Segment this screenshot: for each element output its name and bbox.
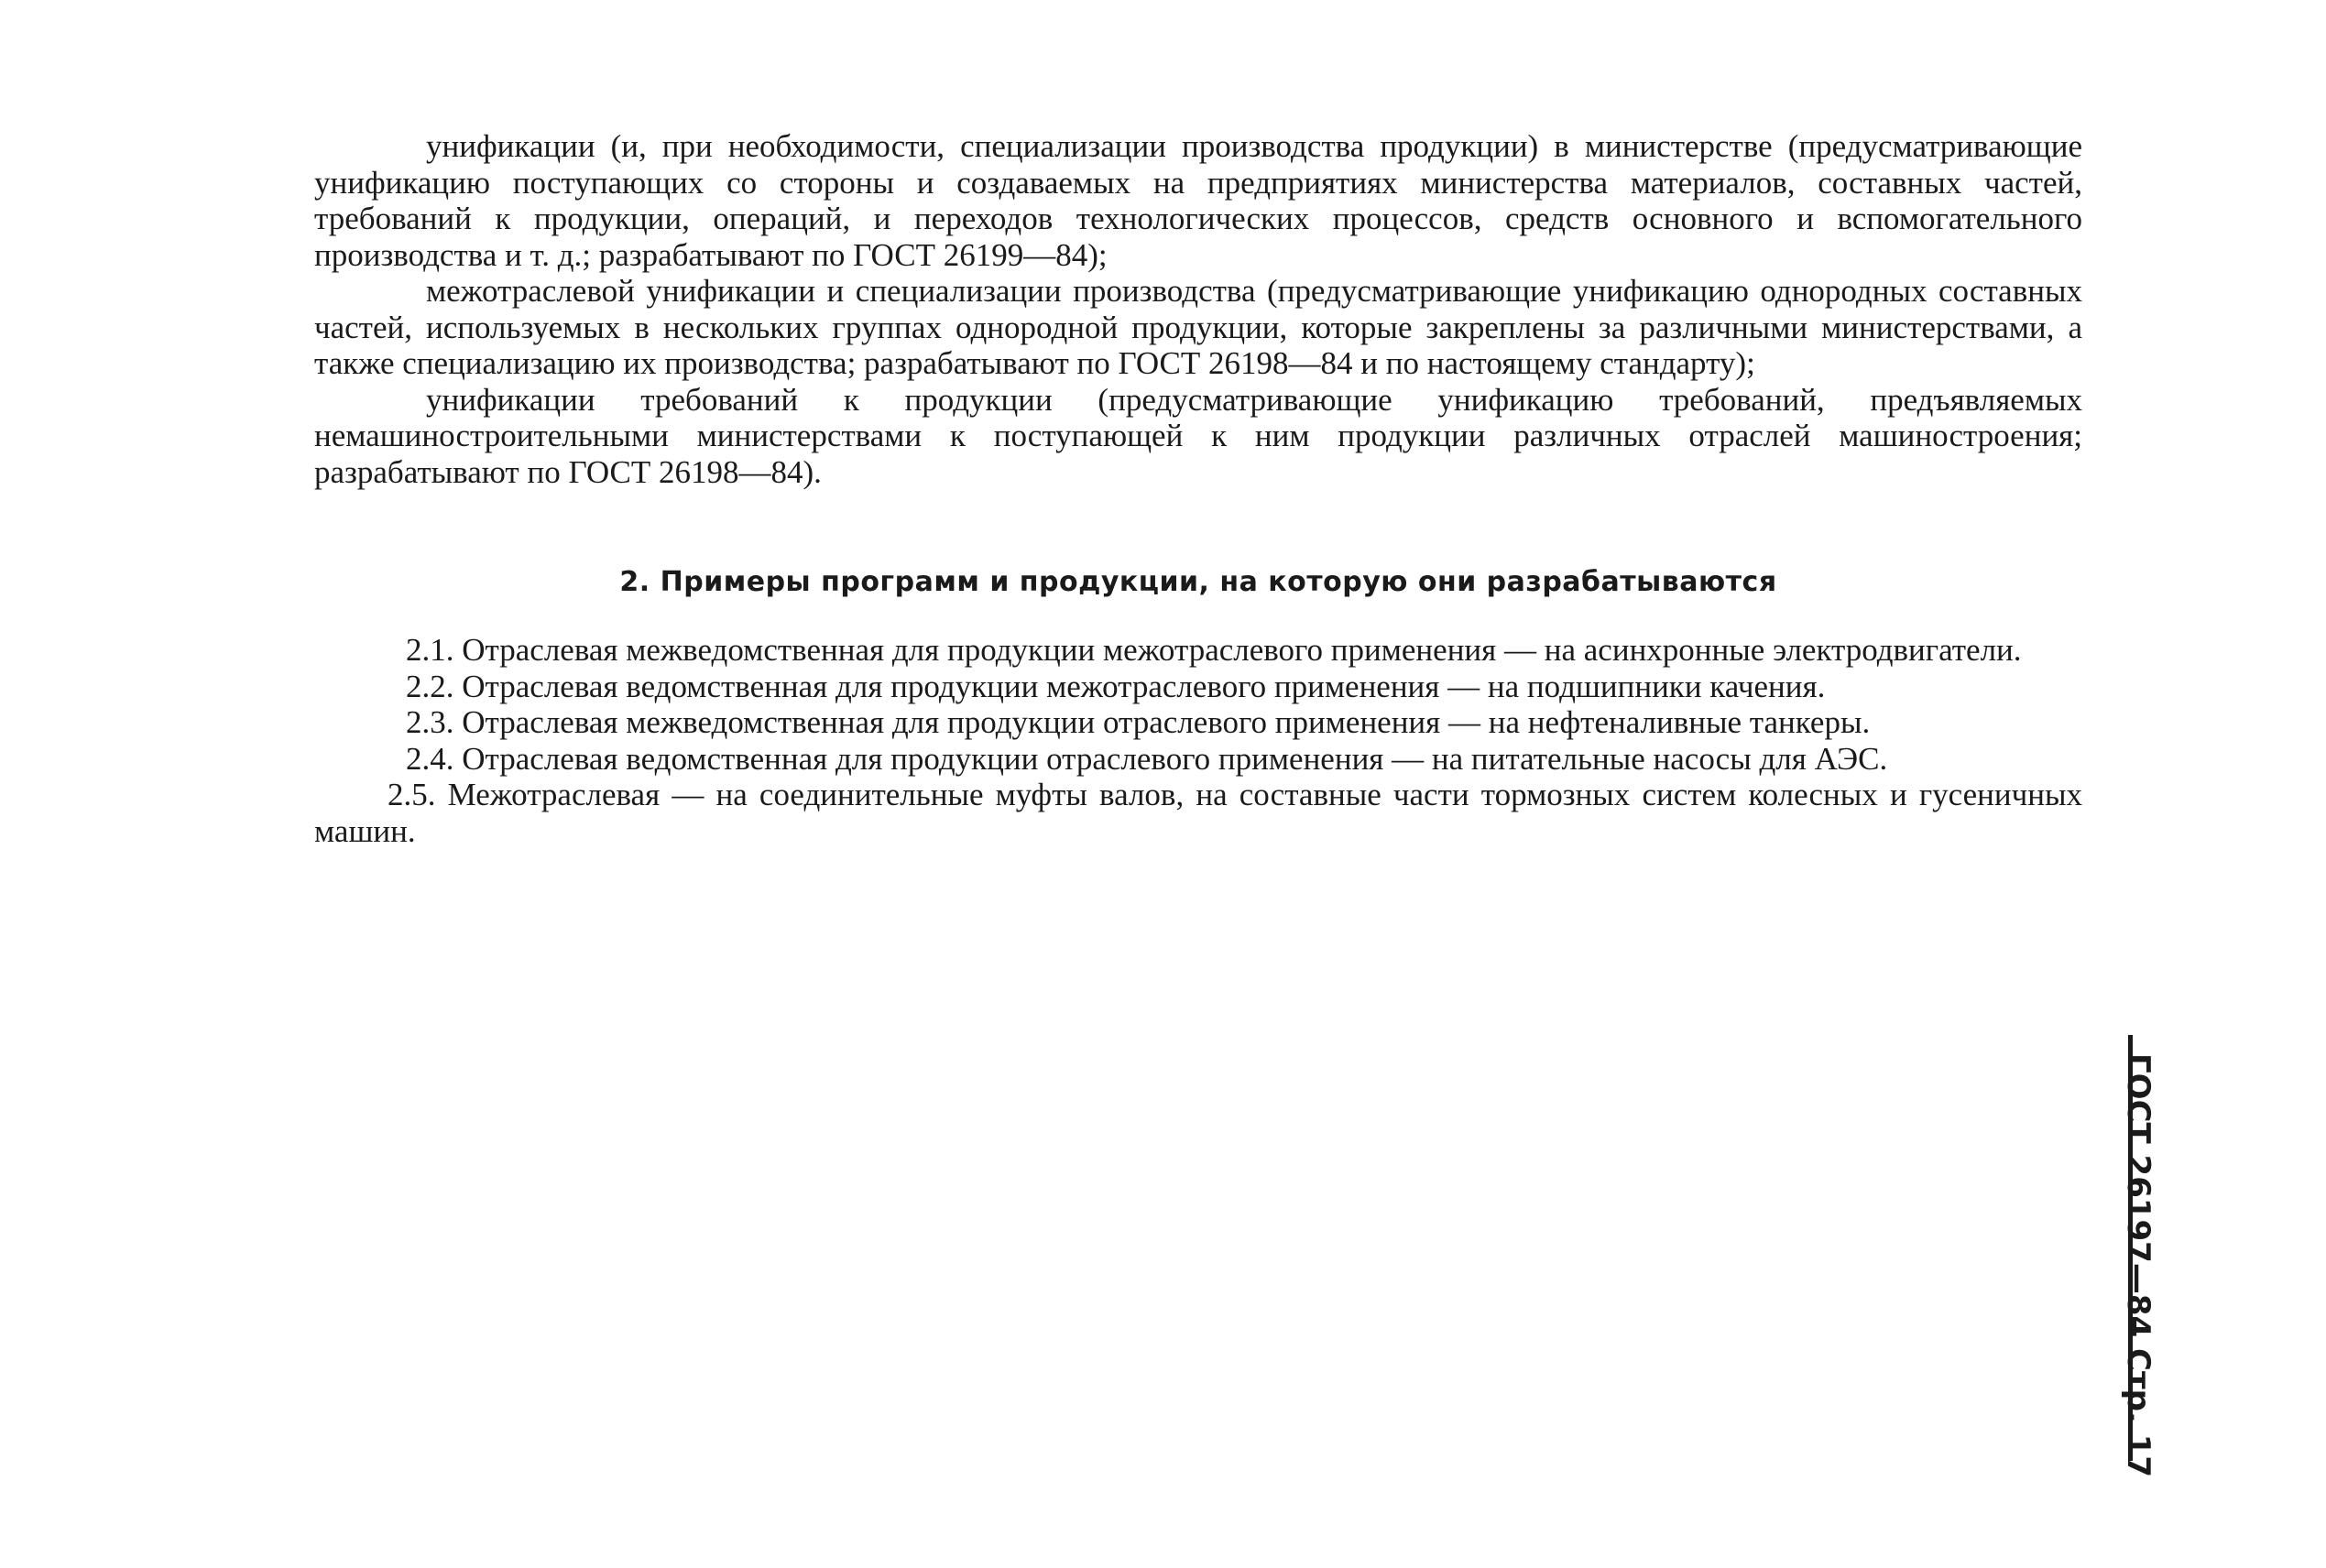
paragraph-requirements-unification: унификации требований к продукции (предусматривающие унификацию требований, предъявляемых немашиностроительными министерствами к поступающей к ним продукции различных отраслей машиностроения; разрабатывают по ГОСТ 26198—84). <box>314 381 2082 490</box>
standard-page-label: ГОСТ 26197—84 Стр. 17 <box>2120 1053 2157 1478</box>
example-item-2-1: 2.1. Отраслевая межведомственная для продукции межотраслевого применения — на асинхронные электродвигатели. <box>406 632 2022 668</box>
example-item-2-4: 2.4. Отраслевая ведомственная для продукции отраслевого применения — на питательные насосы для АЭС. <box>406 740 1888 777</box>
page-header-vertical <box>2120 1053 2173 1478</box>
example-item-2-5: 2.5. Межотраслевая — на соединительные муфты валов, на составные части тормозных систем колесных и гусеничных машин. <box>314 777 2082 849</box>
example-item-2-3: 2.3. Отраслевая межведомственная для продукции отраслевого применения — на нефтеналивные танкеры. <box>406 704 1871 740</box>
section-heading: 2. Примеры программ и продукции, на которую они разрабатываются <box>619 566 1777 598</box>
paragraph-unification-ministry: унификации (и, при необходимости, специализации производства продукции) в министерстве (предусматривающие унификацию поступающих со стороны и создаваемых на предприятиях министерства материалов, составных частей, требований к продукции, операций, и переходов технологических процессов, средств основного и вспомогательного производства и т. д.; разрабатывают по ГОСТ 26199—84); <box>314 128 2082 273</box>
intro-text-block <box>314 128 2082 490</box>
example-item-2-2: 2.2. Отраслевая ведомственная для продукции межотраслевого применения — на подшипники качения. <box>406 668 1826 704</box>
examples-list <box>314 632 2082 849</box>
paragraph-interindustry-unification: межотраслевой унификации и специализации производства (предусматривающие унификацию однородных составных частей, используемых в нескольких группах однородной продукции, которые закреплены за различными министерствами, а также специализацию их производства; разрабатывают по ГОСТ 26198—84 и по настоящему стандарту); <box>314 273 2082 381</box>
